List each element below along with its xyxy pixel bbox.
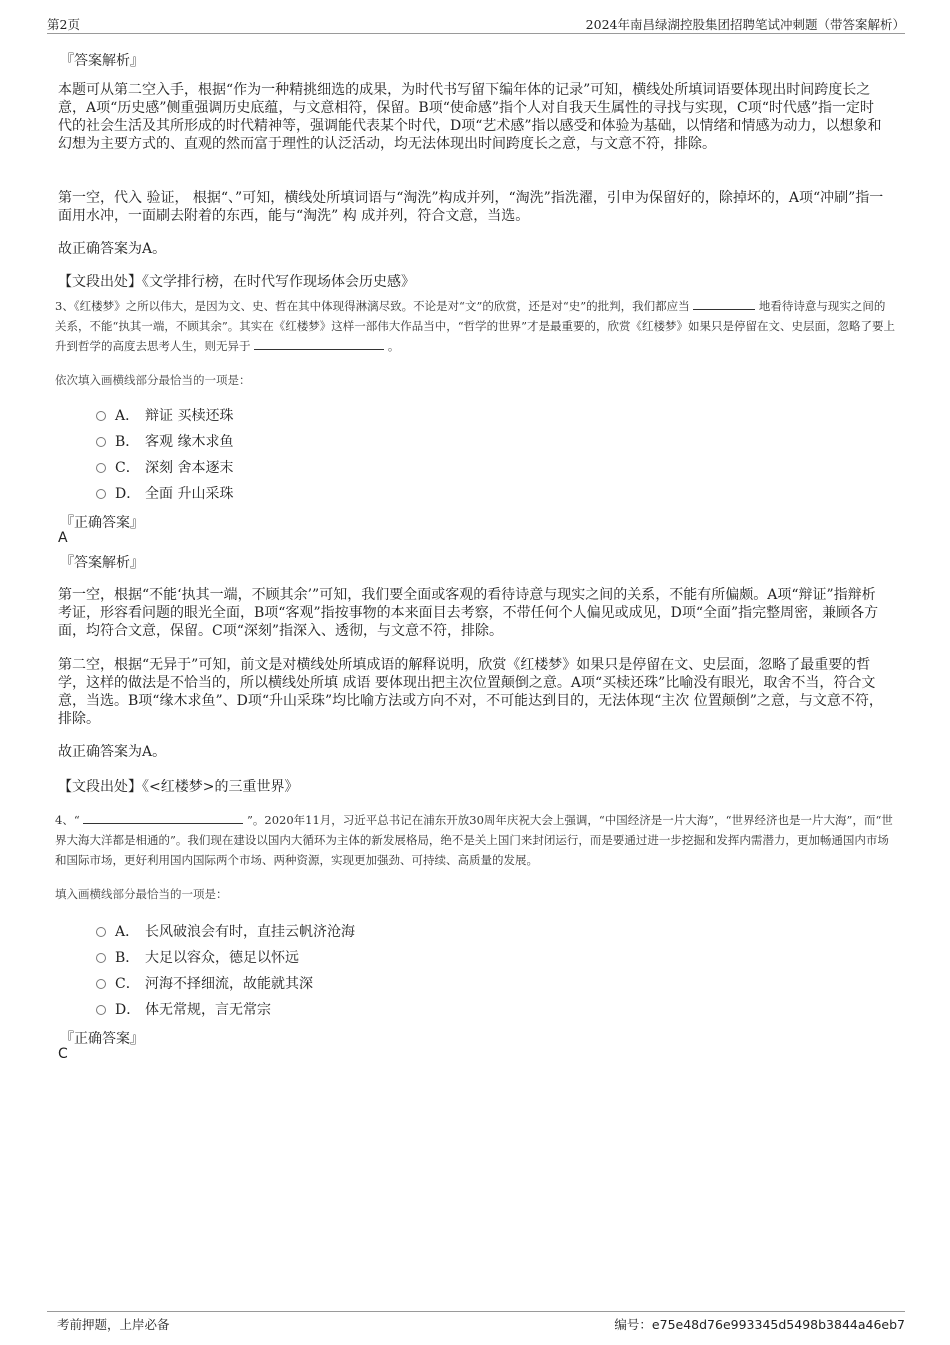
fill-blank <box>693 298 755 310</box>
analysis-paragraph: 第一空，根据“不能‘执其一端，不顾其余’”可知，我们要全面或客观的看待诗意与现实之间的关系，不能有所偏颇。A项“辩证”指辩析考证，形容看问题的眼光全面，B项“客观”指按事物的本来面目去考察，不带任何个人偏见或成见，D项“全面”指完整周密，兼顾各方面，均符合文意，保留。C项“深刻”指深入、透彻，与文意不符，排除。 <box>58 587 879 639</box>
question-prompt: 填入画横线部分最恰当的一项是： <box>55 887 228 901</box>
option-c[interactable] <box>96 457 233 477</box>
document-id <box>614 1315 905 1333</box>
question-stem <box>55 296 895 356</box>
correct-answer-label: 『正确答案』 <box>60 1031 144 1047</box>
answer-analysis-label: 『答案解析』 <box>60 53 144 69</box>
radio-button[interactable] <box>96 411 106 421</box>
option-text: 体无常规，言无常宗 <box>145 1002 271 1018</box>
document-id-value: e75e48d76e993345d5498b3844a46eb7 <box>651 1317 905 1332</box>
analysis-paragraph: 本题可从第二空入手，根据“作为一种精挑细选的成果，为时代书写留下编年体的记录”可知，横线处所填词语要体现出时间跨度长之意，A项“历史感”侧重强调历史底蕴，与文意相符，保留。B项“使命感”指个人对自我天生属性的寻找与实现，C项“时代感”指一定时代的社会生活及其所形成的时代精神等，强调能代表某个时代，D项“艺术感”指以感受和体验为基础，以情绪和情感为动力，以想象和幻想为主要方式的、直观的然而富于理性的认泛活动，均无法体现出时间跨度长之意，与文意不符，排除。 <box>58 82 882 152</box>
option-a[interactable] <box>96 921 355 941</box>
question-text: 。 <box>387 339 400 353</box>
source-citation: 【文段出处】《文学排行榜，在时代写作现场体会历史感》 <box>58 274 415 290</box>
page-header <box>47 14 905 34</box>
question-text: 4、“ <box>55 813 80 827</box>
option-letter: D． <box>115 486 141 502</box>
correct-answer: A <box>58 530 68 546</box>
analysis-paragraph: 第一空，代入 验证， 根据“、”可知，横线处所填词语与“淘洗”构成并列，“淘洗”指洗濯，引申为保留好的，除掉坏的，A项“冲刷”指一面用水冲，一面刷去附着的东西，能与“淘洗” 构 成并列，符合文意，当选。 <box>58 190 884 224</box>
document-title: 2024年南昌绿湖控股集团招聘笔试冲刺题（带答案解析） <box>585 17 905 32</box>
conclusion: 故正确答案为A。 <box>58 744 167 760</box>
question-text: 地看待诗意与现实之间的关系，不能“执其一端，不顾其余”。其实在《红楼梦》这样一部伟大作品当中，“哲学的世界”才是最重要的，欣赏《红楼梦》如果只是停留在文、史层面，忽略了要上升到哲学的高度去思考人生，则无异于 <box>55 299 896 353</box>
answer-analysis-label: 『答案解析』 <box>60 555 144 571</box>
option-text: 全面 升山采珠 <box>145 486 234 502</box>
option-letter: B． <box>115 434 140 450</box>
radio-button[interactable] <box>96 489 106 499</box>
option-text: 河海不择细流，故能就其深 <box>145 976 313 992</box>
radio-button[interactable] <box>96 463 106 473</box>
question-text: 3、《红楼梦》之所以伟大，是因为文、史、哲在其中体现得淋漓尽致。不论是对“文”的欣赏，还是对“史”的批判，我们都应当 <box>55 299 690 313</box>
radio-button[interactable] <box>96 927 106 937</box>
option-text: 大足以容众，德足以怀远 <box>145 950 299 966</box>
document-id-label: 编号： <box>614 1317 652 1332</box>
option-letter: A． <box>115 924 140 940</box>
question-stem <box>55 810 895 870</box>
option-a[interactable] <box>96 405 233 425</box>
option-b[interactable] <box>96 431 233 451</box>
radio-button[interactable] <box>96 437 106 447</box>
option-text: 深刻 舍本逐末 <box>145 460 234 476</box>
radio-button[interactable] <box>96 953 106 963</box>
radio-button[interactable] <box>96 979 106 989</box>
option-letter: D． <box>115 1002 141 1018</box>
conclusion: 故正确答案为A。 <box>58 241 167 257</box>
correct-answer: C <box>58 1046 68 1062</box>
fill-blank <box>83 812 243 824</box>
option-letter: B． <box>115 950 140 966</box>
page-footer <box>47 1311 905 1332</box>
option-letter: A． <box>115 408 140 424</box>
option-text: 长风破浪会有时，直挂云帆济沧海 <box>145 924 355 940</box>
question-text: ”。2020年11月，习近平总书记在浦东开放30周年庆祝大会上强调，“中国经济是一片大海”，“世界经济也是一片大海”，而“世界大海大洋都是相通的”。我们现在建设以国内大循环为主体的新发展格局，绝不是关上国门来封闭运行，而是要通过进一步挖掘和发挥内需潜力，更加畅通国内市场和国际市场，更好利用国内国际两个市场、两种资源，实现更加强劲、可持续、高质量的发展。 <box>55 813 893 867</box>
option-d[interactable] <box>96 483 233 503</box>
source-citation: 【文段出处】《<红楼梦>的三重世界》 <box>58 779 299 795</box>
question-prompt: 依次填入画横线部分最恰当的一项是： <box>55 373 251 387</box>
footer-slogan: 考前押题，上岸必备 <box>57 1317 170 1332</box>
option-text: 客观 缘木求鱼 <box>145 434 234 450</box>
analysis-paragraph: 第二空，根据“无异于”可知，前文是对横线处所填成语的解释说明，欣赏《红楼梦》如果只是停留在文、史层面，忽略了最重要的哲学，这样的做法是不恰当的，所以横线处所填 成语 要体现出把主次位置颠倒之意。A项“买椟还珠”比喻没有眼光，取舍不当，符合文意，当选。B项“缘木求鱼”、D项“升山采珠”均比喻方法或方向不对，不可能达到目的，无法体现“主次 位置颠倒”之意，与文意不符，排除。 <box>58 657 883 727</box>
page-number: 第2页 <box>47 17 80 32</box>
option-letter: C． <box>115 976 140 992</box>
radio-button[interactable] <box>96 1005 106 1015</box>
fill-blank <box>254 338 384 350</box>
option-text: 辩证 买椟还珠 <box>145 408 234 424</box>
option-c[interactable] <box>96 973 313 993</box>
option-letter: C． <box>115 460 140 476</box>
option-d[interactable] <box>96 999 271 1019</box>
correct-answer-label: 『正确答案』 <box>60 515 144 531</box>
option-b[interactable] <box>96 947 299 967</box>
